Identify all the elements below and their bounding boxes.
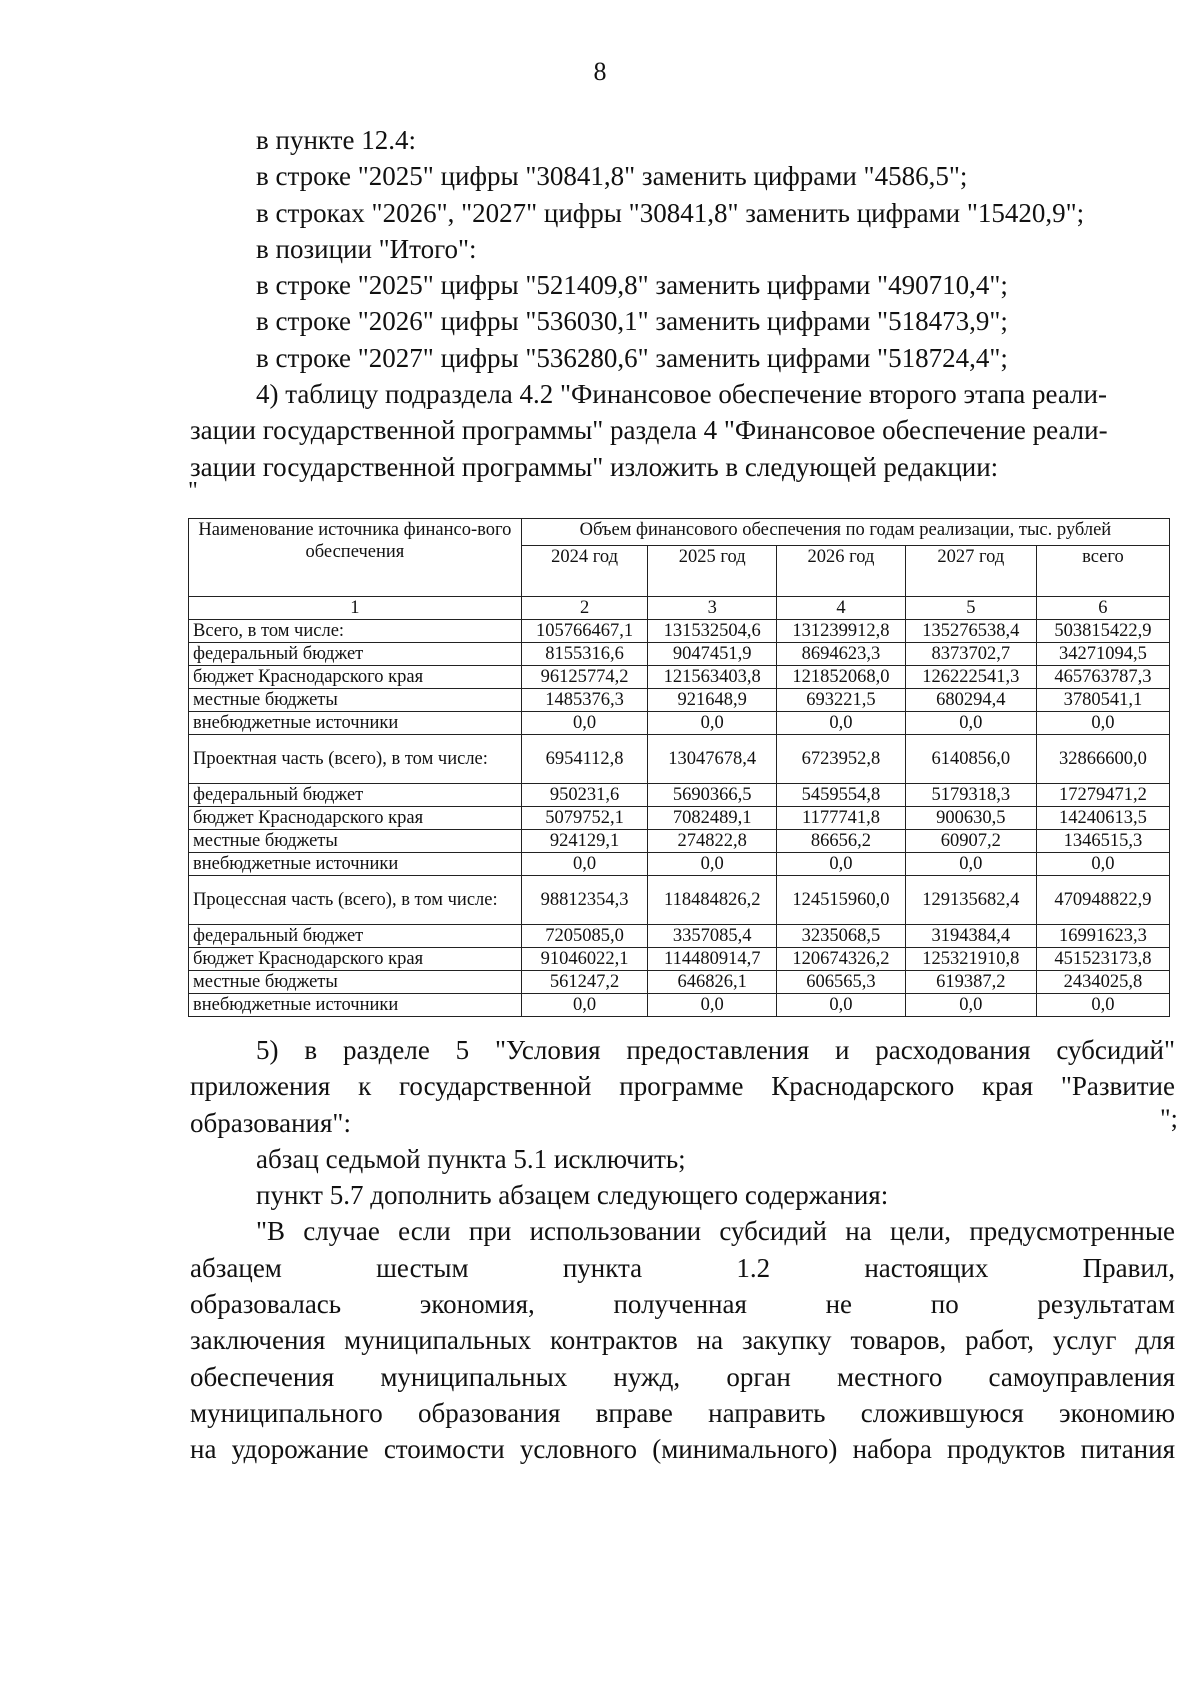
row-label: федеральный бюджет — [189, 925, 522, 948]
text-line: "В случае если при использовании субсидий на цели, предусмотренные — [256, 1216, 1175, 1247]
row-label: местные бюджеты — [189, 689, 522, 712]
value-cell: 7082489,1 — [648, 807, 777, 830]
text-line: образования": — [190, 1107, 351, 1138]
value-cell: 7205085,0 — [521, 925, 648, 948]
value-cell: 16991623,3 — [1036, 925, 1169, 948]
amendment-line: в строке "2026" цифры "536030,1" заменить цифрами "518473,9"; — [256, 306, 1008, 337]
table-body — [189, 620, 1170, 1017]
row-label: бюджет Краснодарского края — [189, 666, 522, 689]
table-row — [189, 925, 1170, 948]
value-cell: 646826,1 — [648, 971, 777, 994]
text-line: заключения муниципальных контрактов на закупку товаров, работ, услуг для — [190, 1325, 1175, 1356]
value-cell: 135276538,4 — [905, 620, 1036, 643]
amendment-line: в строке "2025" цифры "30841,8" заменить цифрами "4586,5"; — [256, 161, 968, 192]
table-row — [189, 807, 1170, 830]
table-row — [189, 620, 1170, 643]
row-label: местные бюджеты — [189, 830, 522, 853]
value-cell: 124515960,0 — [777, 876, 906, 925]
value-cell: 1346515,3 — [1036, 830, 1169, 853]
value-cell: 0,0 — [777, 853, 906, 876]
value-cell: 5179318,3 — [905, 784, 1036, 807]
text-line: 5) в разделе 5 "Условия предоставления и расходования субсидий" — [256, 1035, 1175, 1065]
table-row — [189, 712, 1170, 735]
row-label: федеральный бюджет — [189, 643, 522, 666]
amendment-line: зации государственной программы" изложить в следующей редакции: — [190, 451, 999, 482]
text-line: приложения к государственной программе Краснодарского края "Развитие — [190, 1071, 1175, 1102]
value-cell: 126222541,3 — [905, 666, 1036, 689]
value-cell: 451523173,8 — [1036, 948, 1169, 971]
value-cell: 121852068,0 — [777, 666, 906, 689]
text-line: образовалась экономия, полученная не по результатам — [190, 1289, 1175, 1320]
value-cell: 0,0 — [648, 853, 777, 876]
value-cell: 950231,6 — [521, 784, 648, 807]
value-cell: 0,0 — [905, 712, 1036, 735]
value-cell: 0,0 — [1036, 712, 1169, 735]
value-cell: 0,0 — [521, 853, 648, 876]
value-cell: 118484826,2 — [648, 876, 777, 925]
table-row — [189, 784, 1170, 807]
value-cell: 86656,2 — [777, 830, 906, 853]
value-cell: 8694623,3 — [777, 643, 906, 666]
value-cell: 921648,9 — [648, 689, 777, 712]
value-cell: 32866600,0 — [1036, 735, 1169, 784]
row-label: Процессная часть (всего), в том числе: — [189, 876, 522, 925]
value-cell: 6723952,8 — [777, 735, 906, 784]
row-label: федеральный бюджет — [189, 784, 522, 807]
value-cell: 0,0 — [648, 994, 777, 1017]
opening-quote: " — [188, 478, 198, 504]
header-year: 2025 год — [648, 546, 777, 597]
amendment-line: в позиции "Итого": — [256, 233, 477, 264]
row-label: местные бюджеты — [189, 971, 522, 994]
table-row — [189, 643, 1170, 666]
value-cell: 120674326,2 — [777, 948, 906, 971]
table-row — [189, 853, 1170, 876]
value-cell: 60907,2 — [905, 830, 1036, 853]
value-cell: 274822,8 — [648, 830, 777, 853]
table-row — [189, 948, 1170, 971]
value-cell: 0,0 — [905, 853, 1036, 876]
value-cell: 14240613,5 — [1036, 807, 1169, 830]
text-line: обеспечения муниципальных нужд, орган местного самоуправления — [190, 1361, 1175, 1392]
value-cell: 8373702,7 — [905, 643, 1036, 666]
value-cell: 0,0 — [521, 994, 648, 1017]
value-cell: 5079752,1 — [521, 807, 648, 830]
value-cell: 5459554,8 — [777, 784, 906, 807]
value-cell: 0,0 — [777, 994, 906, 1017]
value-cell: 3235068,5 — [777, 925, 906, 948]
value-cell: 131239912,8 — [777, 620, 906, 643]
value-cell: 3780541,1 — [1036, 689, 1169, 712]
text-line: абзац седьмой пункта 5.1 исключить; — [256, 1143, 686, 1174]
amendment-line: в строках "2026", "2027" цифры "30841,8" заменить цифрами "15420,9"; — [256, 197, 1085, 228]
value-cell: 900630,5 — [905, 807, 1036, 830]
closing-quote: "; — [1160, 1104, 1178, 1133]
value-cell: 125321910,8 — [905, 948, 1036, 971]
row-label: бюджет Краснодарского края — [189, 807, 522, 830]
value-cell: 17279471,2 — [1036, 784, 1169, 807]
header-year: 2026 год — [777, 546, 906, 597]
value-cell: 503815422,9 — [1036, 620, 1169, 643]
value-cell: 91046022,1 — [521, 948, 648, 971]
financing-table — [188, 518, 1170, 1017]
value-cell: 680294,4 — [905, 689, 1036, 712]
value-cell: 2434025,8 — [1036, 971, 1169, 994]
value-cell: 606565,3 — [777, 971, 906, 994]
header-year: 2027 год — [905, 546, 1036, 597]
col-number: 6 — [1036, 597, 1169, 620]
table-row — [189, 994, 1170, 1017]
value-cell: 619387,2 — [905, 971, 1036, 994]
value-cell: 9047451,9 — [648, 643, 777, 666]
value-cell: 0,0 — [648, 712, 777, 735]
value-cell: 131532504,6 — [648, 620, 777, 643]
header-volume: Объем финансового обеспечения по годам реализации, тыс. рублей — [521, 519, 1169, 546]
value-cell: 5690366,5 — [648, 784, 777, 807]
value-cell: 924129,1 — [521, 830, 648, 853]
value-cell: 6140856,0 — [905, 735, 1036, 784]
text-line: абзацем шестым пункта 1.2 настоящих Правил, — [190, 1252, 1175, 1283]
value-cell: 114480914,7 — [648, 948, 777, 971]
value-cell: 34271094,5 — [1036, 643, 1169, 666]
table-row — [189, 830, 1170, 853]
table-row — [189, 876, 1170, 925]
amendment-list — [190, 122, 1190, 485]
col-number: 3 — [648, 597, 777, 620]
value-cell: 0,0 — [777, 712, 906, 735]
value-cell: 465763787,3 — [1036, 666, 1169, 689]
value-cell: 470948822,9 — [1036, 876, 1169, 925]
col-number: 1 — [189, 597, 522, 620]
section-5-amendment — [190, 1032, 1175, 1468]
value-cell: 3357085,4 — [648, 925, 777, 948]
row-label: Проектная часть (всего), в том числе: — [189, 735, 522, 784]
amendment-line: зации государственной программы" раздела 4 "Финансовое обеспечение реали- — [190, 415, 1108, 446]
value-cell: 3194384,4 — [905, 925, 1036, 948]
header-year: 2024 год — [521, 546, 648, 597]
amendment-line: в строке "2027" цифры "536280,6" заменить цифрами "518724,4"; — [256, 342, 1008, 373]
text-line: на удорожание стоимости условного (минимального) набора продуктов питания — [190, 1434, 1175, 1465]
text-line: муниципального образования вправе направить сложившуюся экономию — [190, 1397, 1175, 1428]
text-line: пункт 5.7 дополнить абзацем следующего содержания: — [256, 1180, 889, 1211]
table-row — [189, 971, 1170, 994]
table-row — [189, 666, 1170, 689]
table-row — [189, 735, 1170, 784]
row-label: внебюджетные источники — [189, 712, 522, 735]
col-number: 5 — [905, 597, 1036, 620]
col-number: 2 — [521, 597, 648, 620]
value-cell: 96125774,2 — [521, 666, 648, 689]
value-cell: 0,0 — [1036, 853, 1169, 876]
amendment-line: 4) таблицу подраздела 4.2 "Финансовое обеспечение второго этапа реали- — [256, 379, 1107, 410]
row-label: бюджет Краснодарского края — [189, 948, 522, 971]
header-total: всего — [1036, 546, 1169, 597]
amendment-line: в пункте 12.4: — [256, 125, 416, 155]
value-cell: 6954112,8 — [521, 735, 648, 784]
value-cell: 98812354,3 — [521, 876, 648, 925]
value-cell: 105766467,1 — [521, 620, 648, 643]
value-cell: 561247,2 — [521, 971, 648, 994]
col-number: 4 — [777, 597, 906, 620]
table-row — [189, 689, 1170, 712]
value-cell: 1177741,8 — [777, 807, 906, 830]
page-number: 8 — [593, 57, 607, 86]
row-label: внебюджетные источники — [189, 853, 522, 876]
value-cell: 1485376,3 — [521, 689, 648, 712]
row-label: внебюджетные источники — [189, 994, 522, 1017]
value-cell: 121563403,8 — [648, 666, 777, 689]
value-cell: 8155316,6 — [521, 643, 648, 666]
value-cell: 129135682,4 — [905, 876, 1036, 925]
row-label: Всего, в том числе: — [189, 620, 522, 643]
value-cell: 0,0 — [521, 712, 648, 735]
value-cell: 0,0 — [905, 994, 1036, 1017]
header-name: Наименование источника финансо-вого обеспечения — [189, 519, 522, 597]
value-cell: 13047678,4 — [648, 735, 777, 784]
amendment-line: в строке "2025" цифры "521409,8" заменить цифрами "490710,4"; — [256, 270, 1008, 301]
value-cell: 0,0 — [1036, 994, 1169, 1017]
value-cell: 693221,5 — [777, 689, 906, 712]
